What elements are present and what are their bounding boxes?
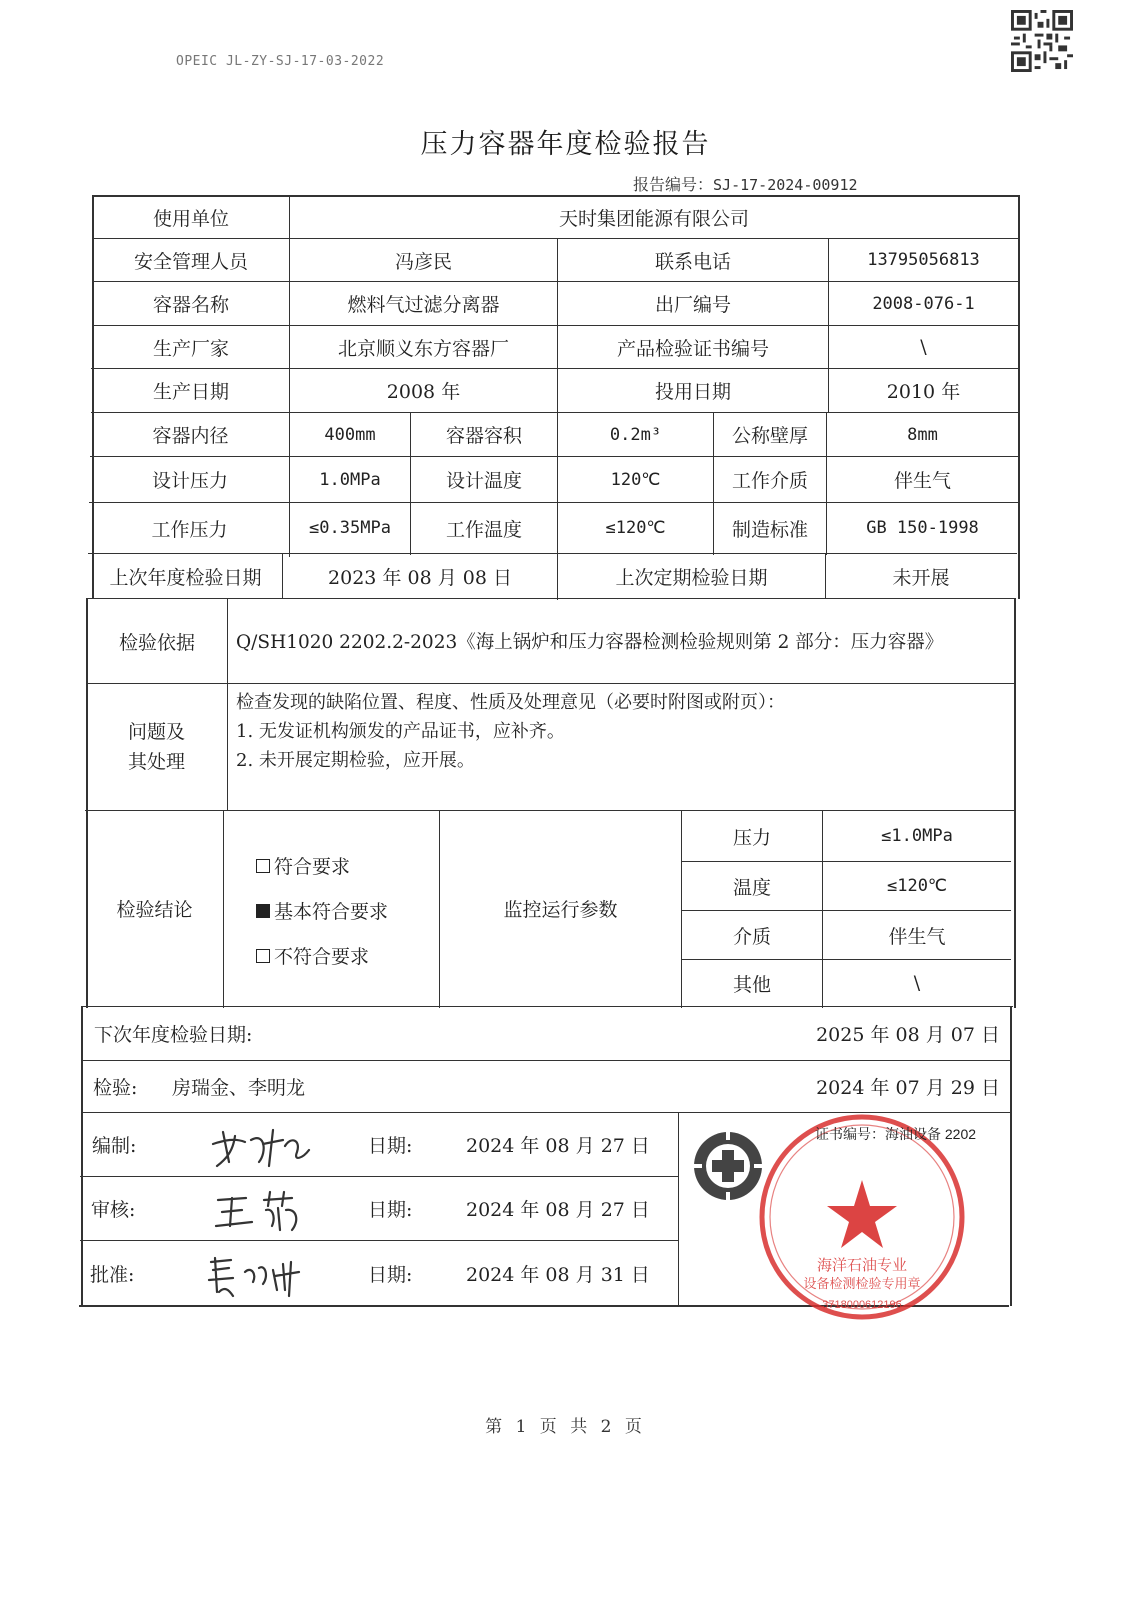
basis-value: Q/SH1020 2202.2-2023《海上锅炉和压力容器检测检验规则第 2 部分：压力容器》 bbox=[236, 632, 944, 653]
qr-code-icon bbox=[1011, 10, 1073, 72]
cert-label: 产品检验证书编号 bbox=[616, 337, 769, 360]
review-label: 审核: bbox=[91, 1199, 136, 1221]
standard-value: GB 150-1998 bbox=[866, 518, 979, 538]
work-temp-value: ≤120℃ bbox=[605, 518, 666, 538]
design-temp-label: 设计温度 bbox=[445, 470, 522, 492]
vessel-name-value: 燃料气过滤分离器 bbox=[347, 294, 500, 316]
phone-label: 联系电话 bbox=[654, 250, 731, 273]
issues-intro: 检查发现的缺陷位置、程度、性质及处理意见（必要时附图或附页）： bbox=[236, 692, 785, 713]
approver-signature bbox=[205, 1250, 315, 1300]
monitor-other-value: \ bbox=[913, 972, 921, 994]
inner-dia-value: 400mm bbox=[324, 424, 376, 445]
option-basically-conforms[interactable] bbox=[256, 897, 388, 924]
reviewer-signature bbox=[212, 1186, 312, 1236]
manufacturer-label: 生产厂家 bbox=[152, 337, 229, 360]
phone-value: 13795056813 bbox=[867, 250, 980, 270]
last-periodic-value: 未开展 bbox=[892, 566, 950, 589]
next-annual-label: 下次年度检验日期: bbox=[94, 1024, 253, 1046]
report-number bbox=[633, 172, 858, 195]
inner-dia-label: 容器内径 bbox=[152, 425, 229, 447]
design-pressure-value: 1.0MPa bbox=[319, 469, 381, 490]
option-not-conforms[interactable] bbox=[256, 942, 369, 969]
manufacturer-value: 北京顺义东方容器厂 bbox=[337, 337, 509, 360]
standard-label: 制造标准 bbox=[731, 518, 808, 541]
inspector-names: 房瑞金、李明龙 bbox=[172, 1077, 306, 1099]
design-pressure-label: 设计压力 bbox=[151, 470, 228, 492]
issues-text bbox=[236, 688, 785, 775]
issue-item: 2. 未开展定期检验，应开展。 bbox=[236, 750, 475, 771]
use-date-label: 投用日期 bbox=[654, 381, 731, 403]
issues-label-line-1: 问题及 bbox=[127, 721, 185, 743]
last-annual-label: 上次年度检验日期 bbox=[109, 566, 262, 589]
inspect-date: 2024 年 07 月 29 日 bbox=[816, 1077, 1000, 1099]
medium-value: 伴生气 bbox=[893, 470, 951, 492]
option-conforms[interactable] bbox=[256, 852, 350, 879]
last-periodic-label: 上次定期检验日期 bbox=[615, 566, 768, 589]
volume-label: 容器容积 bbox=[445, 425, 522, 447]
compile-date-label: 日期: bbox=[368, 1135, 413, 1157]
serial-label: 出厂编号 bbox=[654, 294, 731, 316]
next-annual-value: 2025 年 08 月 07 日 bbox=[816, 1024, 1000, 1046]
conclusion-label: 检验结论 bbox=[116, 899, 193, 921]
monitor-pressure-label: 压力 bbox=[732, 826, 771, 849]
volume-value: 0.2m³ bbox=[609, 424, 662, 445]
work-pressure-label: 工作压力 bbox=[151, 518, 228, 541]
svg-text:设备检测检验专用章: 设备检测检验专用章 bbox=[803, 1276, 921, 1291]
checkbox-icon bbox=[256, 949, 270, 963]
option-label: 基本符合要求 bbox=[274, 901, 389, 923]
last-annual-value: 2023 年 08 月 08 日 bbox=[328, 566, 512, 589]
option-label: 不符合要求 bbox=[274, 946, 370, 968]
work-pressure-value: ≤0.35MPa bbox=[309, 518, 391, 538]
review-date: 2024 年 08 月 27 日 bbox=[466, 1199, 650, 1221]
monitor-temp-value: ≤120℃ bbox=[886, 876, 948, 896]
prod-date-label: 生产日期 bbox=[152, 381, 229, 403]
basis-label: 检验依据 bbox=[118, 631, 195, 654]
checked-checkbox-icon bbox=[256, 904, 270, 918]
monitor-label: 监控运行参数 bbox=[503, 899, 618, 921]
prod-date-value: 2008 年 bbox=[386, 381, 461, 403]
monitor-pressure-value: ≤1.0MPa bbox=[881, 826, 953, 846]
approve-label: 批准: bbox=[90, 1263, 135, 1286]
wall-label: 公称壁厚 bbox=[731, 425, 808, 447]
issues-label bbox=[86, 684, 227, 810]
compile-date: 2024 年 08 月 27 日 bbox=[466, 1135, 650, 1157]
user-unit-label: 使用单位 bbox=[152, 207, 229, 230]
monitor-temp-label: 温度 bbox=[732, 876, 771, 899]
page-title: 压力容器年度检验报告 bbox=[420, 129, 711, 160]
review-date-label: 日期: bbox=[368, 1199, 413, 1221]
wall-value: 8mm bbox=[907, 424, 938, 445]
safety-manager-value: 冯彦民 bbox=[394, 250, 452, 273]
monitor-medium-value: 伴生气 bbox=[888, 925, 946, 948]
report-number-value: SJ-17-2024-00912 bbox=[713, 176, 858, 194]
approve-date-label: 日期: bbox=[368, 1263, 413, 1286]
work-temp-label: 工作温度 bbox=[445, 518, 522, 541]
compile-label: 编制: bbox=[92, 1135, 137, 1157]
safety-manager-label: 安全管理人员 bbox=[133, 250, 248, 273]
issues-label-line-2: 其处理 bbox=[127, 751, 185, 773]
user-unit-value: 天时集团能源有限公司 bbox=[558, 207, 749, 230]
monitor-other-label: 其他 bbox=[732, 973, 771, 996]
design-temp-value: 120℃ bbox=[610, 469, 661, 490]
serial-value: 2008-076-1 bbox=[872, 293, 975, 314]
monitor-medium-label: 介质 bbox=[732, 925, 771, 948]
medium-label: 工作介质 bbox=[731, 470, 808, 492]
page-number: 第 1 页 共 2 页 bbox=[485, 1417, 646, 1437]
document-code: OPEIC JL-ZY-SJ-17-03-2022 bbox=[176, 54, 385, 69]
use-date-value: 2010 年 bbox=[886, 381, 961, 403]
svg-text:3718000612196: 3718000612196 bbox=[822, 1299, 902, 1311]
vessel-name-label: 容器名称 bbox=[152, 294, 229, 316]
cert-value: \ bbox=[920, 336, 927, 358]
certificate-number: 证书编号：海油设备 2202 bbox=[815, 1126, 977, 1142]
option-label: 符合要求 bbox=[274, 856, 351, 878]
svg-text:海洋石油专业: 海洋石油专业 bbox=[816, 1257, 908, 1274]
inspector-label: 检验: bbox=[93, 1077, 138, 1099]
checkbox-icon bbox=[256, 859, 270, 873]
approve-date: 2024 年 08 月 31 日 bbox=[466, 1263, 650, 1286]
report-number-label: 报告编号： bbox=[633, 175, 714, 194]
compiler-signature bbox=[205, 1122, 315, 1172]
issue-item: 1. 无发证机构颁发的产品证书，应补齐。 bbox=[236, 721, 565, 742]
